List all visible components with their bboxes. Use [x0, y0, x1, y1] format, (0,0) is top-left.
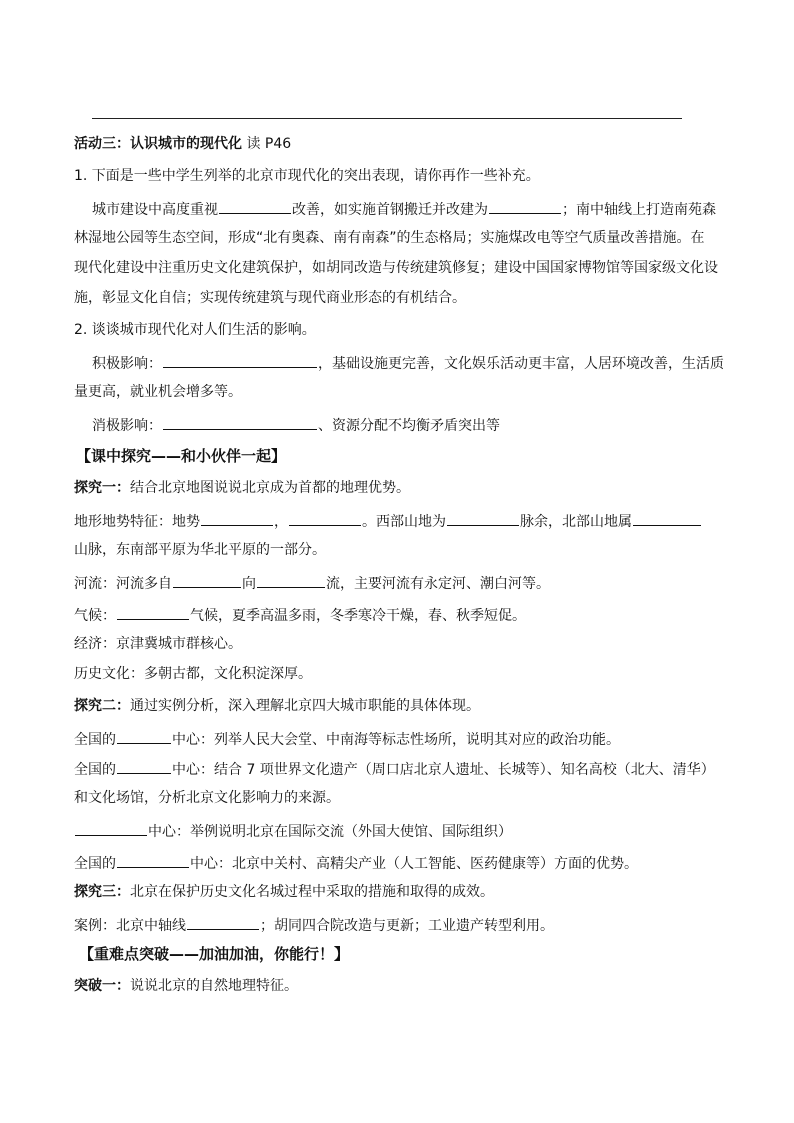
- q1-blank-1[interactable]: [219, 198, 291, 214]
- explore2-label: 探究二：: [74, 698, 130, 714]
- climate-blank[interactable]: [117, 604, 189, 620]
- terrain-text-d: 脉余，北部山地属: [520, 514, 632, 530]
- q1-blank-2[interactable]: [489, 198, 561, 214]
- section-explore-title: 【课中探究——和小伙伴一起】: [76, 447, 287, 465]
- explore2-text: 通过实例分析，深入理解北京四大城市职能的具体体现。: [130, 698, 480, 714]
- q2-positive-line: [92, 352, 742, 372]
- f3-text-b: 中心：举例说明北京在国际交流（外国大使馆、国际组织）: [148, 824, 512, 840]
- negative-blank[interactable]: [163, 414, 317, 430]
- f2-text-b: 中心：结合 7 项世界文化遗产（周口店北京人遗址、长城等）、知名高校（北大、清华）: [172, 762, 715, 778]
- case-blank[interactable]: [187, 914, 259, 930]
- terrain-blank-3[interactable]: [447, 510, 519, 526]
- breakthrough1-label: 突破一：: [74, 978, 130, 994]
- q1-para-line1: [92, 198, 742, 218]
- positive-text: ，基础设施更完善，文化娱乐活动更丰富，人居环境改善，生活质: [318, 356, 724, 372]
- terrain-blank-2[interactable]: [289, 510, 361, 526]
- function-intl-line: [74, 820, 724, 840]
- river-text-a: 河流：河流多自: [74, 576, 172, 592]
- q1-para-line4: 施，彰显文化自信；实现传统建筑与现代商业形态的有机结合。: [74, 290, 466, 306]
- q2-prompt: 2. 谈谈城市现代化对人们生活的影响。: [74, 322, 316, 338]
- q1-text-c: ；南中轴线上打造南苑森: [562, 202, 716, 218]
- f3-blank[interactable]: [75, 820, 147, 836]
- terrain-text-a: 地形地势特征：地势: [74, 514, 200, 530]
- terrain-cont: 山脉，东南部平原为华北平原的一部分。: [74, 542, 326, 558]
- negative-text: 、资源分配不均衡矛盾突出等: [318, 418, 500, 434]
- case-line: [74, 914, 724, 934]
- q1-text-b: 改善，如实施首钢搬迁并改建为: [292, 202, 488, 218]
- function-cultural-line: [74, 758, 724, 778]
- f4-blank[interactable]: [117, 852, 189, 868]
- f4-text-b: 中心：北京中关村、高精尖产业（人工智能、医药健康等）方面的优势。: [190, 856, 638, 872]
- f4-text-a: 全国的: [74, 856, 116, 872]
- terrain-blank-4[interactable]: [633, 510, 701, 526]
- q2-negative-line: [92, 414, 742, 434]
- river-line: [74, 572, 724, 592]
- q1-text-a: 城市建设中高度重视: [92, 202, 218, 218]
- q1-para-line2: 林湿地公园等生态空间，形成“北有奥森、南有南森”的生态格局；实施煤改电等空气质量改善措施。在: [74, 230, 705, 246]
- case-text-a: 案例：北京中轴线: [74, 918, 186, 934]
- f2-blank[interactable]: [117, 758, 171, 774]
- positive-blank[interactable]: [163, 352, 317, 368]
- breakthrough1-line: [74, 976, 724, 996]
- river-blank-2[interactable]: [257, 572, 325, 588]
- terrain-blank-1[interactable]: [201, 510, 273, 526]
- case-text-b: ；胡同四合院改造与更新；工业遗产转型利用。: [260, 918, 554, 934]
- positive-label: 积极影响：: [92, 356, 162, 372]
- f2-text-a: 全国的: [74, 762, 116, 778]
- function-political-line: [74, 728, 724, 748]
- activity3-ref: 读 P46: [246, 136, 292, 152]
- explore3-text: 北京在保护历史文化名城过程中采取的措施和取得的成效。: [130, 884, 494, 900]
- terrain-line: [74, 510, 724, 530]
- explore2-line: [74, 696, 724, 716]
- q1-prompt: 1. 下面是一些中学生列举的北京市现代化的突出表现，请你再作一些补充。: [74, 168, 540, 184]
- river-text-b: 向: [242, 576, 256, 592]
- header-divider: [92, 118, 682, 119]
- q1-para-line3: 现代化建设中注重历史文化建筑保护，如胡同改造与传统建筑修复；建设中国国家博物馆等国家级文化设: [74, 260, 718, 276]
- explore1-line: [74, 478, 724, 498]
- terrain-text-b: ，: [274, 514, 288, 530]
- negative-label: 消极影响：: [92, 418, 162, 434]
- history-line: 历史文化：多朝古都，文化积淀深厚。: [74, 666, 312, 682]
- explore3-line: [74, 882, 724, 902]
- economy-line: 经济：京津冀城市群核心。: [74, 636, 242, 652]
- function-cultural-cont: 和文化场馆，分析北京文化影响力的来源。: [74, 790, 340, 806]
- f1-blank[interactable]: [117, 728, 171, 744]
- activity3-heading: [74, 134, 724, 154]
- function-tech-line: [74, 852, 724, 872]
- climate-line: [74, 604, 724, 624]
- river-blank-1[interactable]: [173, 572, 241, 588]
- breakthrough1-text: 说说北京的自然地理特征。: [130, 978, 298, 994]
- river-text-c: 流，主要河流有永定河、潮白河等。: [326, 576, 550, 592]
- climate-text-b: 气候，夏季高温多雨，冬季寒冷干燥，春、秋季短促。: [190, 608, 526, 624]
- explore1-label: 探究一：: [74, 480, 130, 496]
- f1-text-a: 全国的: [74, 732, 116, 748]
- terrain-text-c: 。西部山地为: [362, 514, 446, 530]
- section-breakthrough-title: 【重难点突破——加油加油，你能行！】: [79, 945, 350, 963]
- explore3-label: 探究三：: [74, 884, 130, 900]
- q2-positive-cont: 量更高，就业机会增多等。: [74, 384, 242, 400]
- explore1-text: 结合北京地图说说北京成为首都的地理优势。: [130, 480, 410, 496]
- f1-text-b: 中心：列举人民大会堂、中南海等标志性场所，说明其对应的政治功能。: [172, 732, 620, 748]
- activity3-title: 活动三：认识城市的现代化: [74, 136, 242, 152]
- climate-text-a: 气候：: [74, 608, 116, 624]
